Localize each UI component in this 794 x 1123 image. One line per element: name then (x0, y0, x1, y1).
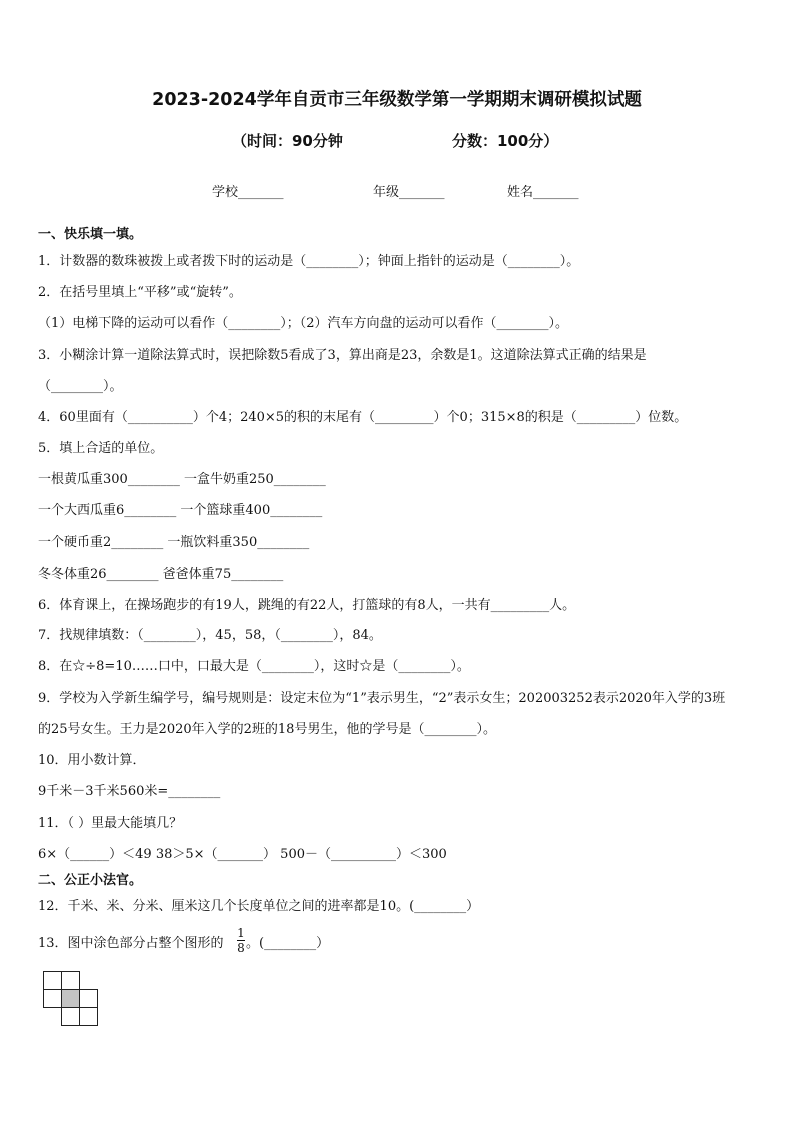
grid-cell (61, 1007, 80, 1026)
question-3: 3．小糊涂计算一道除法算式时，误把除数5看成了3，算出商是23，余数是1。这道除法算式正确的结果是 (38, 348, 647, 363)
question-8: 8．在☆÷8=10……口中，口最大是（________），这时☆是（________）。 (38, 659, 470, 674)
question-13-answer: 。(________） (246, 936, 330, 951)
exam-title: 2023-2024学年自贡市三年级数学第一学期期末调研模拟试题 (152, 90, 642, 110)
grid-cell (61, 971, 80, 990)
grid-cell (43, 971, 62, 990)
question-10-expr: 9千米－3千米560米=________ (38, 784, 221, 799)
question-9-cont: 的25号女生。王力是2020年入学的2班的18号男生，他的学号是（________）。 (38, 722, 496, 737)
question-2: 2．在括号里填上“平移”或“旋转”。 (38, 285, 242, 300)
question-5-row: 冬冬体重26________ 爸爸体重75________ (38, 567, 284, 582)
question-11: 11．（ ）里最大能填几？ (38, 816, 183, 831)
school-field[interactable]: 学校_______ (212, 185, 284, 200)
question-5: 5．填上合适的单位。 (38, 441, 164, 456)
exam-score: 分数：100分） (452, 132, 559, 150)
question-9: 9．学校为入学新生编学号，编号规则是：设定末位为“1”表示男生，“2”表示女生；202003252表示2020年入学的3班 (38, 691, 726, 706)
fraction-one-eighth (236, 926, 246, 955)
question-3-answer: （________）。 (38, 379, 123, 394)
question-12: 12．千米、米、分米、厘米这几个长度单位之间的进率都是10。(________） (38, 899, 480, 914)
question-4: 4．60里面有（__________）个4；240×5的积的末尾有（_________）个0；315×8的积是（_________）位数。 (38, 410, 688, 425)
grid-cell (79, 989, 98, 1008)
question-10: 10．用小数计算． (38, 753, 146, 768)
question-1: 1．计数器的数珠被拨上或者拨下时的运动是（________）；钟面上指针的运动是（________）。 (38, 254, 580, 269)
exam-time: （时间：90分钟 (232, 132, 343, 150)
question-6: 6．体育课上，在操场跑步的有19人，跳绳的有22人，打篮球的有8人，一共有_________人。 (38, 598, 576, 613)
name-field[interactable]: 姓名_______ (507, 185, 579, 200)
grid-cell (43, 989, 62, 1008)
grid-cell-shaded (61, 989, 80, 1008)
fraction-denominator: 8 (237, 941, 245, 955)
grid-cell (79, 1007, 98, 1026)
question-11-items: 6×（______）＜49 38＞5×（_______） 500－（__________）＜300 (38, 847, 447, 862)
grade-field[interactable]: 年级_______ (373, 185, 445, 200)
fraction-numerator: 1 (237, 926, 245, 940)
question-5-row: 一根黄瓜重300________ 一盒牛奶重250________ (38, 472, 326, 487)
question-5-row: 一个硬币重2________ 一瓶饮料重350________ (38, 535, 310, 550)
section-heading-judge: 二、公正小法官。 (38, 873, 143, 888)
section-heading-fill: 一、快乐填一填。 (38, 227, 143, 242)
question-2-parts: （1）电梯下降的运动可以看作（________）；（2）汽车方向盘的运动可以看作（________）。 (38, 316, 569, 331)
question-7: 7．找规律填数：（________），45，58，（________），84。 (38, 628, 382, 643)
question-5-row: 一个大西瓜重6________ 一个篮球重400________ (38, 503, 323, 518)
question-13: 13．图中涂色部分占整个图形的 (38, 936, 224, 951)
